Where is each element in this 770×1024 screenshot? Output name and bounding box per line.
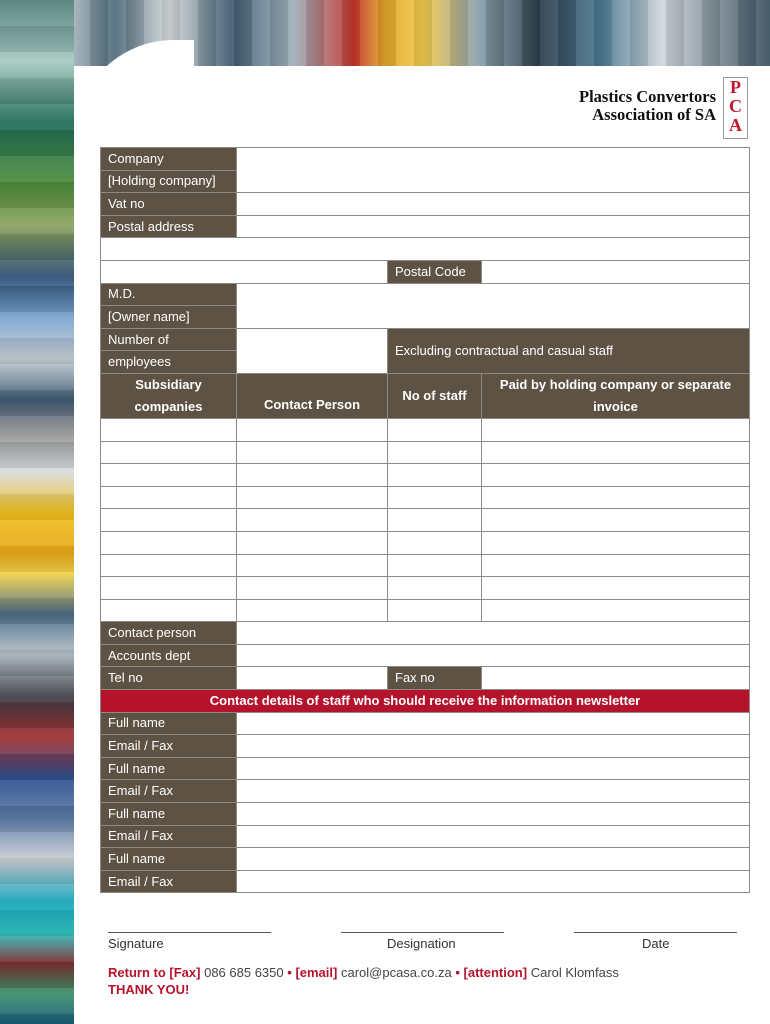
- email-address[interactable]: carol@pcasa.co.za: [340, 965, 452, 980]
- date-label: Date: [642, 936, 670, 951]
- email-fax-label: Email / Fax: [101, 870, 237, 893]
- contact-cell[interactable]: [237, 486, 388, 509]
- subsidiary-cell[interactable]: [101, 418, 237, 441]
- staff-cell[interactable]: [388, 554, 482, 577]
- fax-number: 086 685 6350: [204, 965, 284, 980]
- subsidiary-companies-header: [101, 373, 237, 418]
- md-owner-field[interactable]: [237, 283, 750, 328]
- paid-by-cell[interactable]: [482, 599, 750, 622]
- thank-you-text: THANK YOU!: [108, 982, 190, 997]
- subsidiary-cell[interactable]: [101, 509, 237, 532]
- accounts-dept-label: Accounts dept: [101, 644, 237, 667]
- staff-cell[interactable]: [388, 441, 482, 464]
- paid-by-cell[interactable]: [482, 554, 750, 577]
- email-fax-field[interactable]: [237, 825, 750, 848]
- staff-cell[interactable]: [388, 599, 482, 622]
- fax-no-label: Fax no: [388, 667, 482, 690]
- postal-address-line2-field[interactable]: [101, 238, 750, 261]
- date-line[interactable]: [574, 932, 737, 933]
- subsidiary-row: [101, 486, 750, 509]
- vat-no-field[interactable]: [237, 193, 750, 216]
- contact-cell[interactable]: [237, 441, 388, 464]
- email-fax-field[interactable]: [237, 870, 750, 893]
- organisation-name: [540, 88, 716, 124]
- staff-cell[interactable]: [388, 418, 482, 441]
- separator-dot-1: •: [287, 965, 292, 980]
- contact-cell[interactable]: [237, 577, 388, 600]
- full-name-field[interactable]: [237, 803, 750, 826]
- signature-line[interactable]: [108, 932, 271, 933]
- accounts-dept-field[interactable]: [237, 644, 750, 667]
- full-name-field[interactable]: [237, 757, 750, 780]
- contact-cell[interactable]: [237, 599, 388, 622]
- staff-cell[interactable]: [388, 531, 482, 554]
- return-instructions: [108, 965, 619, 980]
- holding-company-label: [Holding company]: [101, 170, 237, 193]
- subsidiary-cell[interactable]: [101, 531, 237, 554]
- full-name-label: Full name: [101, 848, 237, 871]
- paid-by-cell[interactable]: [482, 418, 750, 441]
- org-name-line2: Association of SA: [592, 105, 716, 124]
- vat-no-label: Vat no: [101, 193, 237, 216]
- owner-name-label: [Owner name]: [101, 306, 237, 329]
- tel-no-label: Tel no: [101, 667, 237, 690]
- logo-letter-a: A: [729, 115, 742, 135]
- subsidiary-cell[interactable]: [101, 554, 237, 577]
- subsidiary-row: [101, 509, 750, 532]
- designation-line[interactable]: [341, 932, 504, 933]
- subsidiary-row: [101, 577, 750, 600]
- contact-cell[interactable]: [237, 509, 388, 532]
- paid-by-cell[interactable]: [482, 464, 750, 487]
- full-name-field[interactable]: [237, 712, 750, 735]
- full-name-field[interactable]: [237, 848, 750, 871]
- email-fax-field[interactable]: [237, 735, 750, 758]
- subsidiary-row: [101, 464, 750, 487]
- subsidiary-row: [101, 554, 750, 577]
- full-name-label: Full name: [101, 712, 237, 735]
- subsidiary-cell[interactable]: [101, 486, 237, 509]
- org-name-line1: Plastics Convertors: [578, 87, 716, 106]
- full-name-label: Full name: [101, 803, 237, 826]
- subsidiary-header-line2: companies: [134, 398, 203, 414]
- staff-cell[interactable]: [388, 464, 482, 487]
- email-tag: [email]: [295, 965, 338, 980]
- subsidiary-cell[interactable]: [101, 441, 237, 464]
- tel-no-field[interactable]: [237, 667, 388, 690]
- postal-address-label: Postal address: [101, 215, 237, 238]
- email-fax-label: Email / Fax: [101, 780, 237, 803]
- number-of-employees-field[interactable]: [237, 328, 388, 373]
- postal-address-line3-field[interactable]: [101, 260, 388, 283]
- paid-by-cell[interactable]: [482, 441, 750, 464]
- excluding-staff-note: Excluding contractual and casual staff: [388, 328, 750, 373]
- subsidiary-cell[interactable]: [101, 599, 237, 622]
- side-photo-collage: [0, 0, 74, 1024]
- contact-person-label: Contact person: [101, 622, 237, 645]
- email-fax-label: Email / Fax: [101, 825, 237, 848]
- header-photo-collage: [0, 0, 770, 66]
- subsidiary-row: [101, 418, 750, 441]
- full-name-label: Full name: [101, 757, 237, 780]
- logo-letter-p: P: [730, 77, 741, 97]
- company-field[interactable]: [237, 148, 750, 193]
- contact-cell[interactable]: [237, 554, 388, 577]
- fax-no-field[interactable]: [482, 667, 750, 690]
- subsidiary-row: [101, 599, 750, 622]
- number-of-label: Number of: [101, 328, 237, 351]
- company-label: Company: [101, 148, 237, 171]
- contact-cell[interactable]: [237, 464, 388, 487]
- signature-label: Signature: [108, 936, 164, 951]
- attention-name: Carol Klomfass: [530, 965, 619, 980]
- staff-cell[interactable]: [388, 577, 482, 600]
- contact-person-header: Contact Person: [237, 373, 388, 418]
- pca-logo: [723, 77, 748, 139]
- return-to-label: Return to: [108, 965, 166, 980]
- fax-tag: [Fax]: [169, 965, 201, 980]
- attention-tag: [attention]: [463, 965, 528, 980]
- logo-letter-c: C: [729, 96, 742, 116]
- postal-code-field[interactable]: [482, 260, 750, 283]
- paid-by-cell[interactable]: [482, 486, 750, 509]
- newsletter-contacts-header: Contact details of staff who should receive the information newsletter: [101, 690, 750, 713]
- subsidiary-row: [101, 441, 750, 464]
- designation-label: Designation: [387, 936, 456, 951]
- md-label: M.D.: [101, 283, 237, 306]
- contact-person-field[interactable]: [237, 622, 750, 645]
- subsidiary-cell[interactable]: [101, 464, 237, 487]
- contact-cell[interactable]: [237, 531, 388, 554]
- paid-by-cell[interactable]: [482, 577, 750, 600]
- separator-dot-2: •: [455, 965, 460, 980]
- paid-by-cell[interactable]: [482, 531, 750, 554]
- paid-by-header: Paid by holding company or separate invoice: [482, 373, 750, 418]
- membership-form-table: [100, 147, 750, 893]
- email-fax-field[interactable]: [237, 780, 750, 803]
- subsidiary-row: [101, 531, 750, 554]
- no-of-staff-header: No of staff: [388, 373, 482, 418]
- staff-cell[interactable]: [388, 486, 482, 509]
- email-fax-label: Email / Fax: [101, 735, 237, 758]
- paid-by-cell[interactable]: [482, 509, 750, 532]
- postal-code-label: Postal Code: [388, 260, 482, 283]
- subsidiary-cell[interactable]: [101, 577, 237, 600]
- subsidiary-header-line1: Subsidiary: [135, 376, 202, 392]
- contact-cell[interactable]: [237, 418, 388, 441]
- staff-cell[interactable]: [388, 509, 482, 532]
- employees-label: employees: [101, 351, 237, 374]
- postal-address-field[interactable]: [237, 215, 750, 238]
